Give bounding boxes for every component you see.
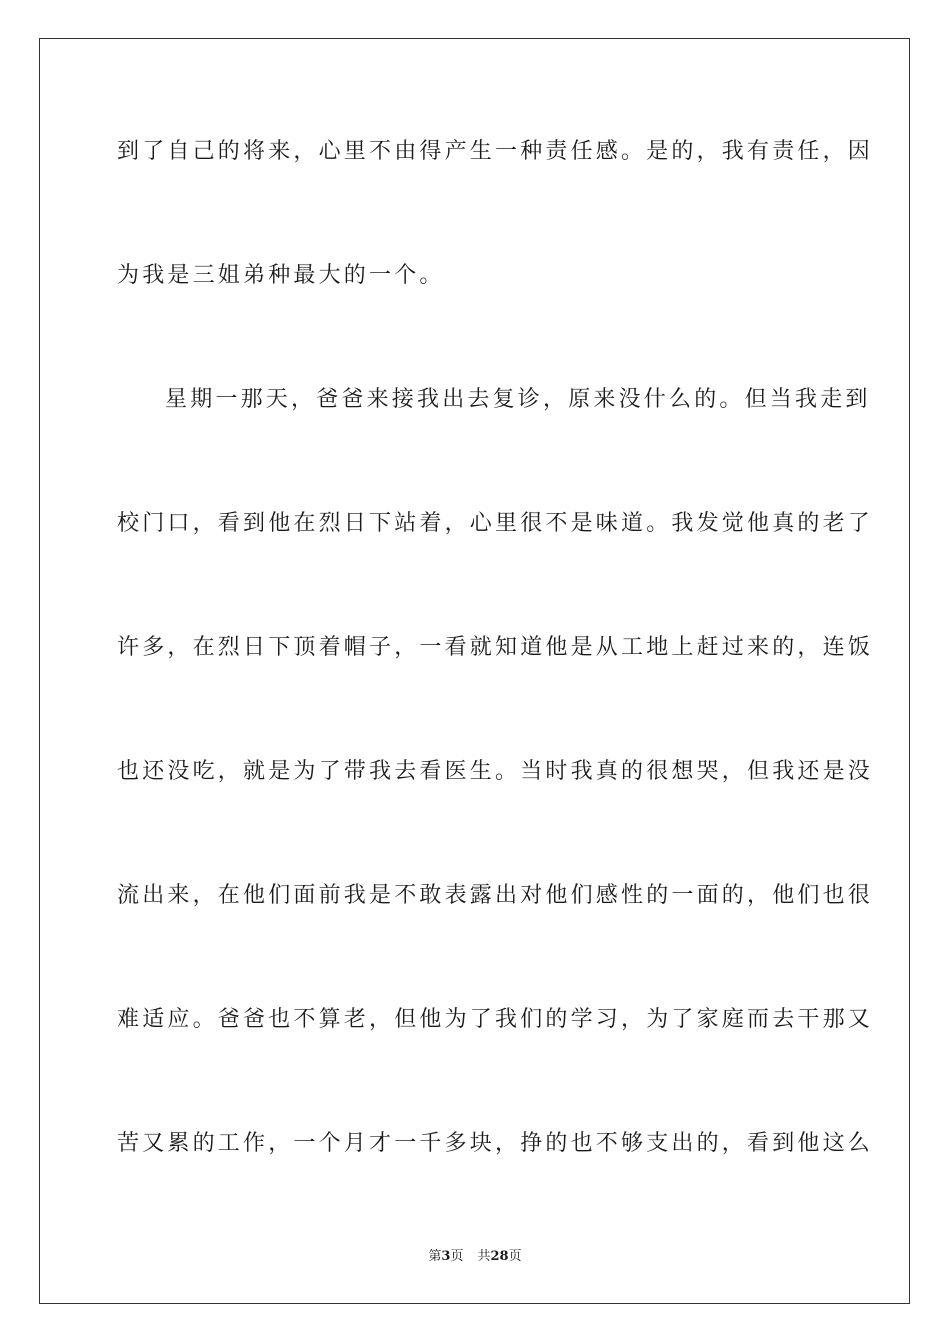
text-line-5: 许多，在烈日下顶着帽子，一看就知道他是从工地上赶过来的，连饭 xyxy=(117,635,874,660)
text-line-3-paragraph-start: 星期一那天，爸爸来接我出去复诊，原来没什么的。但当我走到 xyxy=(165,387,871,412)
text-line-1: 到了自己的将来，心里不由得产生一种责任感。是的，我有责任，因 xyxy=(117,139,874,164)
footer-total-prefix: 共 xyxy=(477,1249,491,1264)
footer-page-suffix: 页 xyxy=(450,1249,464,1264)
text-line-8: 难适应。爸爸也不算老，但他为了我们的学习，为了家庭而去干那又 xyxy=(117,1007,874,1032)
footer-total-pages: 28 xyxy=(490,1249,509,1264)
text-line-2: 为我是三姐弟种最大的一个。 xyxy=(117,263,445,288)
text-line-6: 也还没吃，就是为了带我去看医生。当时我真的很想哭，但我还是没 xyxy=(117,759,874,784)
footer-page-prefix: 第 xyxy=(428,1249,442,1264)
footer-page-number: 3 xyxy=(441,1249,451,1264)
text-line-7: 流出来，在他们面前我是不敢表露出对他们感性的一面的，他们也很 xyxy=(117,883,874,908)
text-line-9: 苦又累的工作，一个月才一千多块，挣的也不够支出的，看到他这么 xyxy=(117,1131,874,1156)
footer-total-suffix: 页 xyxy=(508,1249,522,1264)
text-line-4: 校门口，看到他在烈日下站着，心里很不是味道。我发觉他真的老了 xyxy=(117,511,874,536)
page-border xyxy=(39,38,910,1304)
page-footer xyxy=(0,1248,950,1266)
